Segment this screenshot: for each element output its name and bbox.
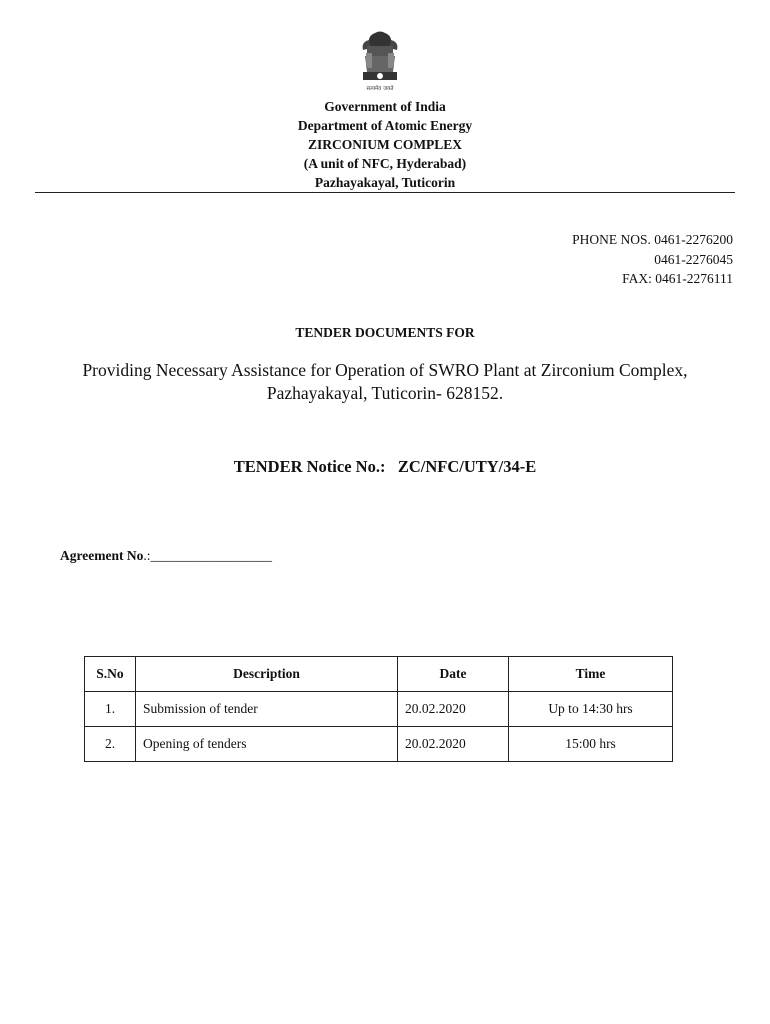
header-parent-unit: (A unit of NFC, Hyderabad)	[303, 156, 467, 171]
column-header-sno: S.No	[85, 657, 136, 692]
organisation-header	[0, 97, 770, 192]
national-emblem-icon	[355, 28, 405, 94]
emblem-motto: सत्यमेव जयते	[366, 86, 394, 92]
tender-notice-number: ZC/NFC/UTY/34-E	[397, 457, 537, 476]
table-header-row	[85, 657, 673, 692]
header-government: Government of India	[324, 99, 446, 114]
header-location: Pazhayakayal, Tuticorin	[314, 175, 456, 190]
cell-description: Submission of tender	[136, 692, 398, 727]
table-row	[85, 727, 673, 762]
agreement-number	[60, 548, 272, 564]
cell-date: 20.02.2020	[398, 692, 509, 727]
column-header-time: Time	[509, 657, 673, 692]
header-unit-name: ZIRCONIUM COMPLEX	[307, 137, 463, 152]
agreement-blank: .:__________________	[143, 548, 272, 563]
header-department: Department of Atomic Energy	[297, 118, 473, 133]
tender-heading: TENDER DOCUMENTS FOR	[295, 325, 475, 340]
tender-schedule-table	[84, 656, 673, 762]
table-row	[85, 692, 673, 727]
header-divider	[35, 192, 735, 193]
tender-notice	[0, 457, 770, 477]
tender-subject-line-2: Pazhayakayal, Tuticorin- 628152.	[266, 383, 504, 403]
phone-line-2: 0461-2276045	[654, 251, 733, 267]
agreement-label: Agreement No	[60, 548, 144, 563]
cell-description: Opening of tenders	[136, 727, 398, 762]
cell-date: 20.02.2020	[398, 727, 509, 762]
contact-info	[572, 230, 733, 289]
tender-subject-line-1: Providing Necessary Assistance for Operation of SWRO Plant at Zirconium Complex,	[82, 360, 688, 380]
cell-sno: 2.	[85, 727, 136, 762]
fax-line: FAX: 0461-2276111	[622, 271, 733, 286]
column-header-description: Description	[136, 657, 398, 692]
column-header-date: Date	[398, 657, 509, 692]
cell-sno: 1.	[85, 692, 136, 727]
cell-time: Up to 14:30 hrs	[509, 692, 673, 727]
cell-time: 15:00 hrs	[509, 727, 673, 762]
phone-line-1: PHONE NOS. 0461-2276200	[572, 232, 733, 247]
tender-notice-label: TENDER Notice No.:	[233, 457, 386, 476]
tender-subject	[30, 359, 740, 405]
